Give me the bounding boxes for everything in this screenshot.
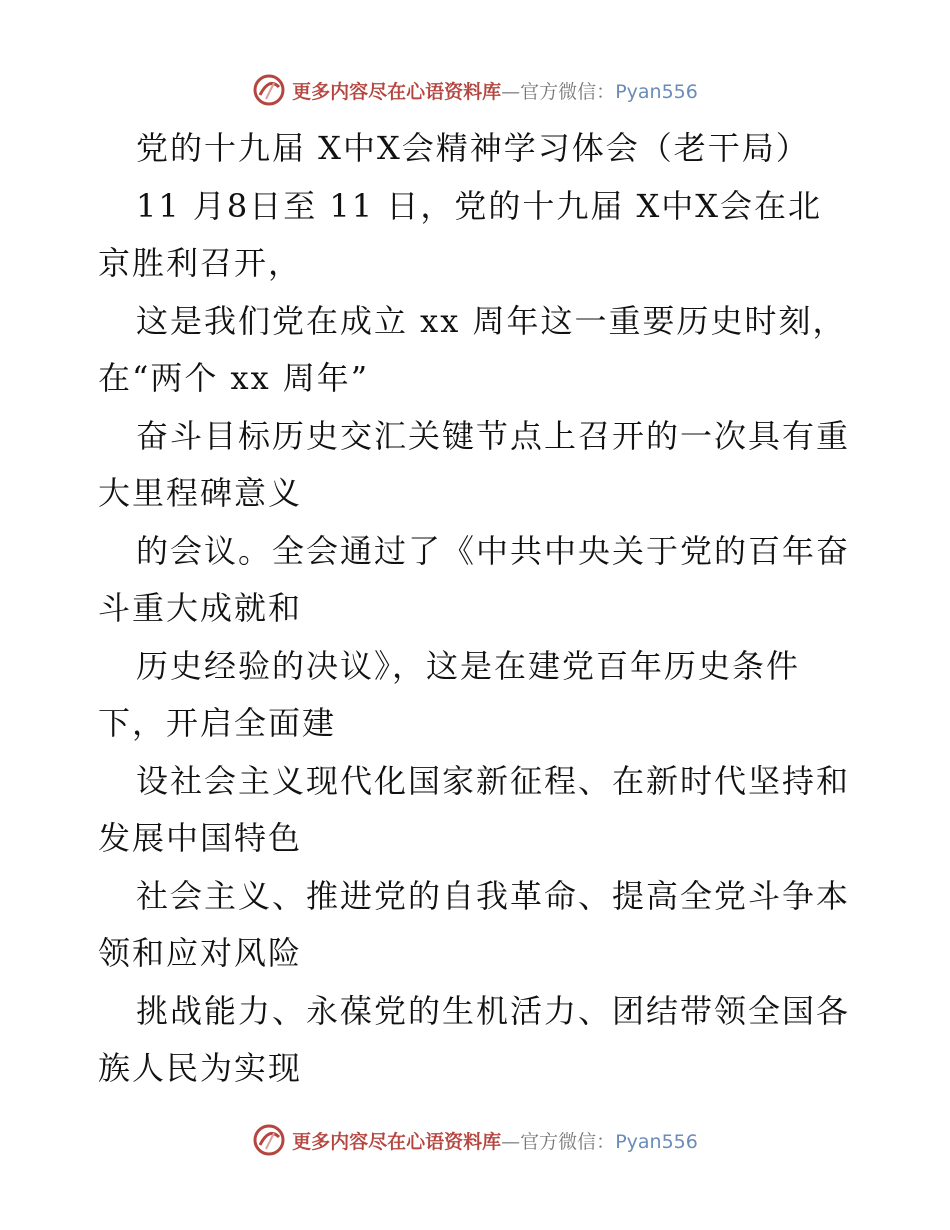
document-line: 领和应对风险	[98, 934, 303, 972]
banner-main-text: 更多内容尽在心语资料库	[292, 1130, 502, 1153]
document-line: 11 月8日至 11 日，党的十九届 X中X会在北	[136, 186, 823, 225]
document-line: 发展中国特色	[98, 819, 303, 857]
logo-icon	[252, 1123, 286, 1157]
banner-wechat-id: Pyan556	[615, 80, 698, 103]
document-line: 这是我们党在成立 xx 周年这一重要历史时刻，	[136, 301, 847, 340]
document-line: 设社会主义现代化国家新征程、在新时代坚持和	[136, 761, 851, 800]
document-line: 社会主义、推进党的自我革命、提高全党斗争本	[136, 876, 851, 915]
banner-text	[292, 77, 698, 104]
document-line: 京胜利召开，	[98, 244, 303, 282]
banner-sub-text: 官方微信：	[520, 1130, 616, 1153]
footer-watermark-banner	[0, 1118, 950, 1162]
document-line: 挑战能力、永葆党的生机活力、团结带领全国各	[136, 991, 851, 1030]
banner-sub-text: 官方微信：	[520, 80, 616, 103]
document-line: 族人民为实现	[98, 1049, 303, 1087]
banner-wechat-id: Pyan556	[615, 1130, 698, 1153]
document-line: 的会议。全会通过了《中共中央关于党的百年奋	[136, 531, 851, 570]
document-line: 历史经验的决议》，这是在建党百年历史条件	[136, 646, 801, 685]
banner-main-text: 更多内容尽在心语资料库	[292, 80, 502, 103]
document-line: 大里程碑意义	[98, 474, 303, 512]
document-line: 在“两个 xx 周年”	[98, 359, 370, 397]
logo-icon	[252, 73, 286, 107]
document-line: 下，开启全面建	[98, 704, 337, 742]
document-line: 奋斗目标历史交汇关键节点上召开的一次具有重	[136, 416, 851, 455]
banner-separator: —	[501, 1130, 521, 1153]
header-watermark-banner	[0, 68, 950, 112]
banner-text	[292, 1127, 698, 1154]
banner-separator: —	[501, 80, 521, 103]
document-line: 斗重大成就和	[98, 589, 303, 627]
document-line: 党的十九届 X中X会精神学习体会（老干局）	[136, 129, 810, 167]
document-body	[98, 120, 858, 1098]
